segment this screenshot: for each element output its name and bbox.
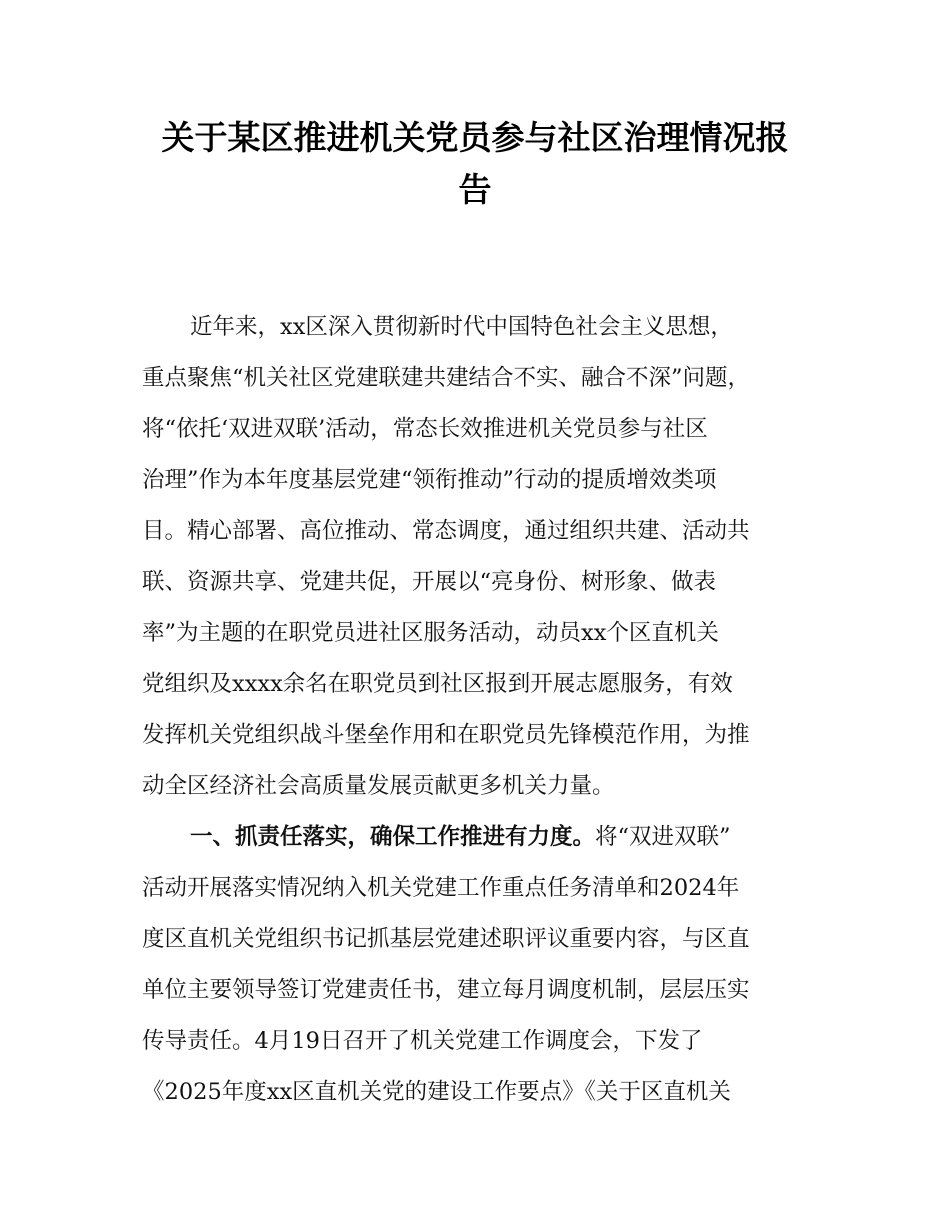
paragraph-line: 治理”作为本年度基层党建“领衔推动”行动的提质增效类项 (142, 467, 717, 493)
paragraph-line: 度区直机关党组织书记抓基层党建述职评议重要内容，与区直 (142, 926, 750, 952)
paragraph-line: 活动开展落实情况纳入机关党建工作重点任务清单和2024年 (142, 875, 740, 901)
document-title (130, 112, 820, 216)
section-one-heading: 一、抓责任落实，确保工作推进有力度。 (190, 824, 596, 850)
paragraph-line: 发挥机关党组织战斗堡垒作用和在职党员先锋模范作用，为推 (142, 722, 750, 748)
paragraph-line: 《2025年度xx区直机关党的建设工作要点》《关于区直机关 (142, 1079, 731, 1105)
section-one-first-line-rest: 将“双进双联” (595, 824, 731, 850)
paragraph-line: 将“依托‘双进双联’活动，常态长效推进机关党员参与社区 (142, 416, 708, 442)
paragraph-line: 率”为主题的在职党员进社区服务活动，动员xx个区直机关 (142, 620, 719, 646)
paragraph-line: 单位主要领导签订党建责任书，建立每月调度机制，层层压实 (142, 977, 750, 1003)
paragraph-line: 传导责任。4月19日召开了机关党建工作调度会，下发了 (142, 1028, 703, 1054)
title-line-2: 告 (458, 170, 492, 209)
intro-paragraph (142, 302, 832, 812)
paragraph-line: 动全区经济社会高质量发展贡献更多机关力量。 (142, 773, 615, 799)
paragraph-line: 目。精心部署、高位推动、常态调度，通过组织共建、活动共 (142, 518, 750, 544)
paragraph-line: 重点聚焦“机关社区党建联建共建结合不实、融合不深”问题， (142, 365, 751, 391)
paragraph-line: 近年来，xx区深入贯彻新时代中国特色社会主义思想， (190, 314, 733, 340)
paragraph-line: 联、资源共享、党建共促，开展以“亮身份、树形象、做表 (142, 569, 717, 595)
title-line-1: 关于某区推进机关党员参与社区治理情况报 (161, 118, 789, 157)
section-one-paragraph (142, 812, 832, 1118)
paragraph-line: 党组织及xxxx余名在职党员到社区报到开展志愿服务，有效 (142, 671, 733, 697)
section-one-first-line (142, 812, 832, 863)
